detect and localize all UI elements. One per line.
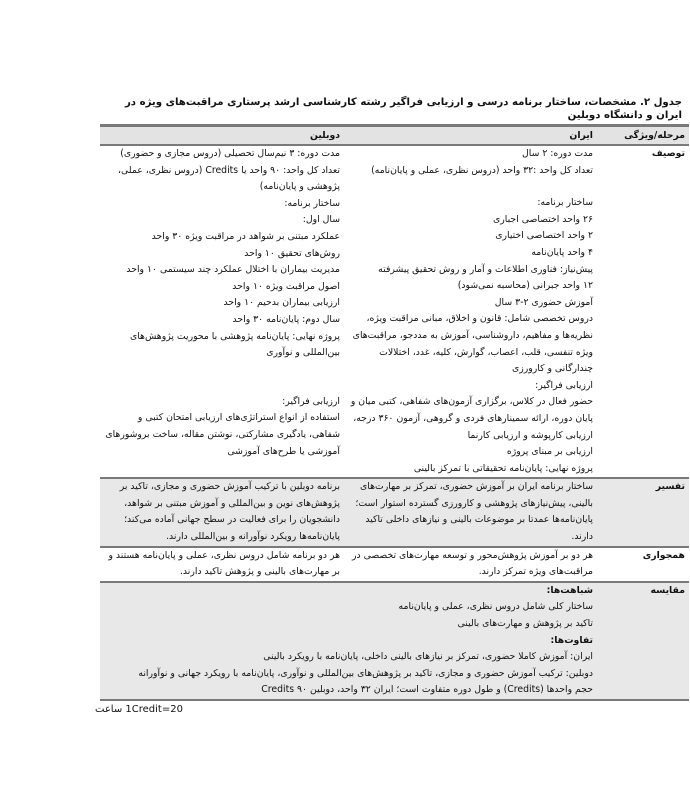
table-row-comparison <box>100 582 689 700</box>
cell-line: ارزیابی فراگیر: <box>282 395 340 407</box>
difference-item: حجم واحدها (Credits) و طول دوره متفاوت است؛ ایران ۳۲ واحد، دوبلین ۹۰ Credits <box>261 684 593 696</box>
header-dublin: دوبلین <box>100 126 344 146</box>
juxtaposition-iran-cell: هر دو بر آموزش پژوهش‌محور و توسعه مهارت‌های تخصصی در مراقبت‌های ویژه تمرکز دارند. <box>344 547 597 582</box>
similarity-item: تاکید بر پژوهش و مهارت‌های بالینی <box>457 618 593 630</box>
juxtaposition-dublin-cell: هر دو برنامه شامل دروس نظری، عملی و پایان‌نامه هستند و بر مهارت‌های بالینی و پژوهش تاکید دارند. <box>100 547 344 582</box>
cell-line: تعداد کل واحد: ۹۰ واحد یا Credits (دروس نظری، عملی، پژوهشی و پایان‌نامه) <box>118 164 340 193</box>
cell-line: حضور فعال در کلاس، برگزاری آزمون‌های شفاهی، کتبی میان و پایان دوره، ارائه سمینارهای فردی و گروهی، آزمون ۳۶۰ درجه، <box>350 396 593 424</box>
cell-line: استفاده از انواع استراتژی‌های ارزیابی امتحان کتبی و شفاهی، یادگیری مشارکتی، نوشتن مقاله، ساخت بروشورهای آموزشی یا طرح‌های آموزشی <box>105 412 340 457</box>
cell-line: روش‌های تحقیق ۱۰ واحد <box>244 247 340 259</box>
interpretation-dublin-cell: برنامه دوبلین با ترکیب آموزش حضوری و مجازی، تاکید بر پژوهش‌های نوین و بین‌المللی و آموزش مبتنی بر شواهد، دانشجویان را برای فعالیت در سطح جهانی آماده می‌کند؛ پایان‌نامه‌ها رویکرد نوآورانه و بین‌المللی دارند. <box>100 478 344 546</box>
table-caption: جدول ۲. مشخصات، ساختار برنامه درسی و ارزیابی فراگیر رشته کارشناسی ارشد پرستاری مراقبت‌های ویژه در ایران و دانشگاه دوبلین <box>124 97 682 121</box>
cell-line: سال اول: <box>302 214 340 226</box>
cell-line: ارزیابی بیماران بدحیم ۱۰ واحد <box>223 297 340 309</box>
cell-line: مدت دوره: ۳ نیم‌سال تحصیلی (دروس مجازی و حضوری) <box>120 148 340 159</box>
cell-line: ۴ واحد پایان‌نامه <box>531 246 593 258</box>
cell-line: ارزیابی کارپوشه و ارزیابی کارنما <box>467 429 593 441</box>
header-iran: ایران <box>344 126 597 146</box>
cell-line: سال دوم: پایان‌نامه ۳۰ واحد <box>232 313 340 325</box>
cell-line: تعداد کل واحد :۳۲ واحد (دروس نظری، عملی و پایان‌نامه) <box>371 164 593 176</box>
cell-line: دروس تخصصی شامل: قانون و اخلاق، مبانی مراقبت ویژه، نظریه‌ها و مفاهیم، داروشناسی، آموزش به مددجو، مراقبت‌های ویژه تنفسی، قلب، اعصاب، گوارش، کلیه، غدد، اختلالات چندارگانی و کارورزی <box>352 313 593 375</box>
similarities-title: شباهت‌ها: <box>546 584 593 596</box>
cell-line: ۲ واحد اختصاصی اختیاری <box>495 230 593 242</box>
cell-line: مدت دوره: ۲ سال <box>522 148 593 159</box>
cell-line: عملکرد مبتنی بر شواهد در مراقبت ویژه ۳۰ واحد <box>151 230 340 242</box>
cell-line: ۱۲ واحد جبرانی (محاسبه نمی‌شود) <box>457 280 593 292</box>
table-row-description <box>100 145 689 478</box>
cell-line: ساختار برنامه: <box>537 197 593 209</box>
row-label: تفسیر <box>597 478 689 546</box>
row-label: مقایسه <box>597 582 689 700</box>
cell-line: ساختار برنامه: <box>284 197 340 209</box>
row-label: همجواری <box>597 547 689 582</box>
interpretation-iran-cell: ساختار برنامه ایران بر آموزش حضوری، تمرکز بر مهارت‌های بالینی، پیش‌نیازهای پژوهشی و کارورزی گسترده استوار است؛ پایان‌نامه‌ها عمدتا بر موضوعات بالینی و نیازهای داخلی تاکید دارند. <box>344 478 597 546</box>
cell-line: ارزیابی فراگیر: <box>535 379 593 391</box>
table-row-juxtaposition <box>100 547 689 582</box>
similarity-item: ساختار کلی شامل دروس نظری، عملی و پایان‌نامه <box>398 601 593 613</box>
cell-blank-line <box>104 362 340 378</box>
cell-line: ارزیابی بر مبنای پروژه <box>506 446 593 458</box>
comparison-table <box>100 124 689 701</box>
cell-blank-line <box>104 378 340 394</box>
description-iran-cell <box>344 145 597 478</box>
cell-line: آموزش حضوری ۲-۳ سال <box>494 296 593 308</box>
header-stage: مرحله/ویژگی <box>597 126 689 146</box>
differences-title: تفاوت‌ها: <box>550 634 593 646</box>
document-body <box>95 96 685 716</box>
cell-line: ۲۶ واحد اختصاصی اجباری <box>493 213 593 225</box>
cell-line: اصول مراقبت ویژه ۱۰ واحد <box>232 280 340 292</box>
cell-line: پروژه نهایی: پایان‌نامه پژوهشی با محوریت پژوهش‌های بین‌المللی و نوآوری <box>129 330 340 359</box>
cell-blank-line <box>348 179 593 195</box>
difference-item: دوبلین: ترکیب آموزش حضوری و مجازی، تاکید بر پژوهش‌های بین‌المللی و نوآوری، پایان‌نامه با رویکرد جهانی و نوآورانه <box>138 667 593 679</box>
comparison-cell <box>100 582 597 700</box>
row-label: توصیف <box>597 145 689 478</box>
difference-item: ایران: آموزش کاملا حضوری، تمرکز بر نیازهای بالینی داخلی، پایان‌نامه با رویکرد بالینی <box>263 651 593 663</box>
cell-line: مدیریت بیماران با اختلال عملکرد چند سیستمی ۱۰ واحد <box>126 264 340 276</box>
footnote: 1Credit=20 ساعت <box>95 704 183 715</box>
cell-line: پروژه نهایی: پایان‌نامه تحقیقاتی با تمرکز بالینی <box>413 462 593 474</box>
description-dublin-cell <box>100 145 344 478</box>
table-header-row <box>100 126 689 146</box>
table-row-interpretation <box>100 478 689 546</box>
cell-line: پیش‌نیاز: فناوری اطلاعات و آمار و روش تحقیق پیشرفته <box>378 263 593 275</box>
